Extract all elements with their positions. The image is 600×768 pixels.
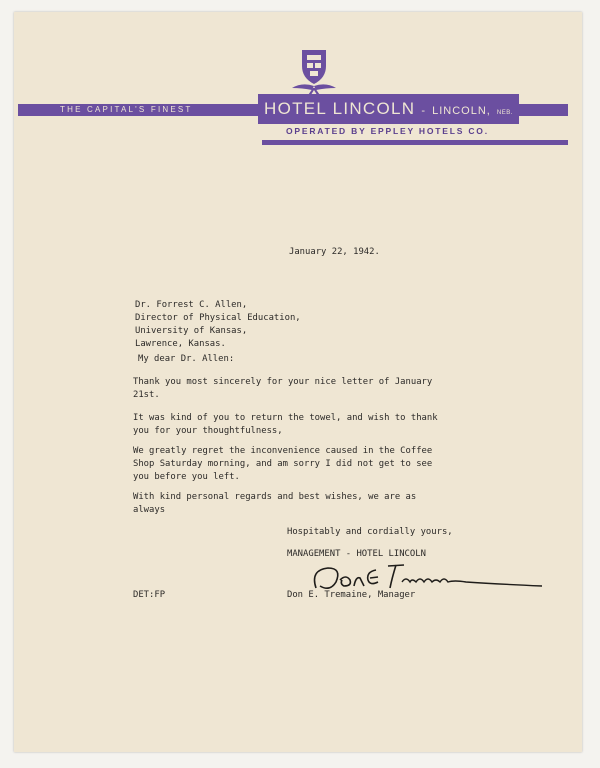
paragraph-line: 21st. — [133, 390, 160, 400]
hotel-state: NEB. — [496, 110, 513, 116]
paragraph-4 — [133, 491, 416, 517]
typist-initials: DET:FP — [133, 590, 166, 600]
letterhead-underline — [262, 140, 568, 145]
hotel-name: HOTEL LINCOLN — [264, 99, 416, 118]
letter-page — [14, 12, 582, 752]
recipient-line: Director of Physical Education, — [135, 313, 301, 323]
hotel-city: LINCOLN, — [432, 105, 491, 117]
paragraph-line: Shop Saturday morning, and am sorry I did not get to see — [133, 459, 433, 469]
salutation: My dear Dr. Allen: — [138, 354, 235, 364]
hotel-name-block — [258, 94, 519, 124]
paragraph-line: you before you left. — [133, 472, 240, 482]
paragraph-line: Thank you most sincerely for your nice letter of January — [133, 377, 433, 387]
paragraph-line: always — [133, 505, 166, 515]
closing: Hospitably and cordially yours, — [287, 527, 453, 537]
paragraph-line: With kind personal regards and best wishes, we are as — [133, 492, 417, 502]
hotel-name-separator: - — [421, 105, 427, 117]
company-line: MANAGEMENT - HOTEL LINCOLN — [287, 549, 426, 559]
recipient-line: Lawrence, Kansas. — [135, 339, 226, 349]
operated-by-line: OPERATED BY EPPLEY HOTELS CO. — [286, 126, 489, 136]
paragraph-2 — [133, 412, 438, 438]
paragraph-line: It was kind of you to return the towel, and wish to thank — [133, 413, 438, 423]
letterhead-tagline: THE CAPITAL'S FINEST — [60, 105, 193, 114]
paragraph-3 — [133, 445, 432, 484]
recipient-line: Dr. Forrest C. Allen, — [135, 300, 248, 310]
recipient-address — [135, 299, 301, 351]
paragraph-line: you for your thoughtfulness, — [133, 426, 283, 436]
signer-name: Don E. Tremaine, Manager — [287, 590, 416, 600]
paragraph-line: We greatly regret the inconvenience caused in the Coffee — [133, 446, 433, 456]
paragraph-1 — [133, 376, 432, 402]
letter-date: January 22, 1942. — [289, 247, 380, 257]
hotel-crest-icon — [286, 44, 342, 100]
recipient-line: University of Kansas, — [135, 326, 248, 336]
